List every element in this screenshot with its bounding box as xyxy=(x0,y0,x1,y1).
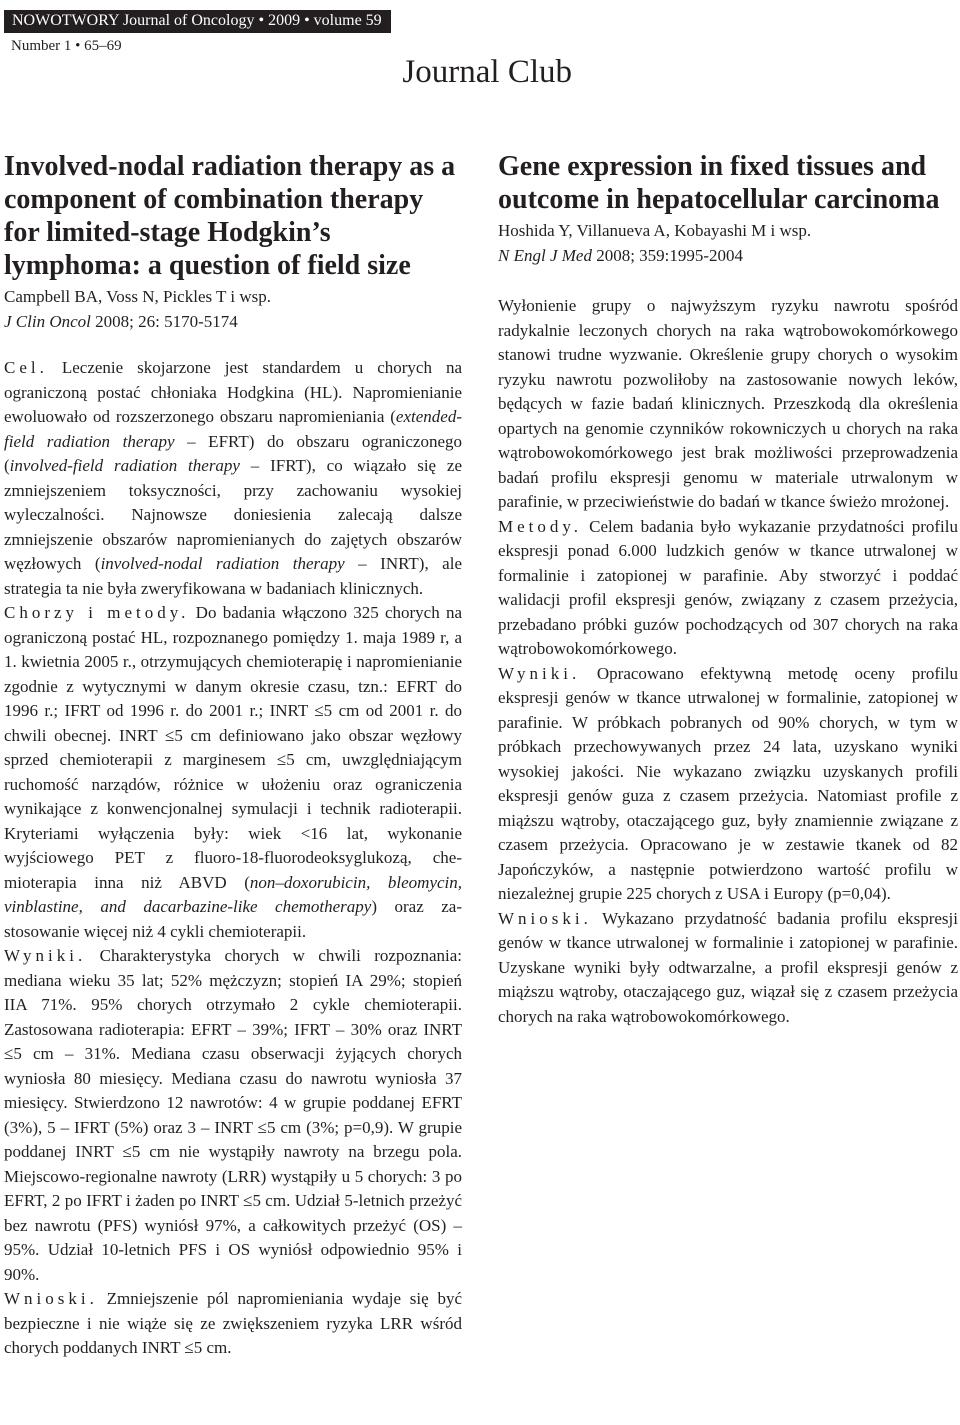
abstract xyxy=(498,294,958,1029)
body-text: Zmniejszenie pól napromieniania wydaje się być bezpieczne i nie wiąże się ze zwiększeniem ryzyka LRR wśród chorych poddanych INRT ≤5 cm. xyxy=(4,1289,462,1357)
section-label: Wyniki. xyxy=(498,663,581,683)
italic-term: involved-nodal radiation therapy xyxy=(100,554,345,573)
italic-term: involved-field radiation therapy xyxy=(9,456,240,475)
abstract-paragraph xyxy=(498,662,958,907)
journal-reference: 2008; 359:1995-2004 xyxy=(591,246,744,265)
journal-name: N Engl J Med xyxy=(498,246,592,265)
article-authors: Campbell BA, Voss N, Pickles T i wsp. xyxy=(4,287,271,306)
body-text: Do badania włączono 325 chorych na ograniczoną postać HL, rozpoznanego pomiędzy 1. maja 1989 r, a 1. kwietnia 2005 r., otrzymujących chemioterapię i napromienianie zgodnie z wytycznymi w danym okresie czasu, tzn.: EFRT do 1996 r.; IFRT od 1996 r. do 2001 r.; INRT ≤5 cm od 2001 r. do chwili obecnej. INRT ≤5 cm definiowano jako obszar węzłowy sprzed chemioterapii z marginesem ≤5 cm, uwzględniającym ruchomość narządów, różnice w ułożeniu oraz ograniczenia wynikające z konwencjonalnej symulacji i technik radioterapii. Kryteriami wyłączenia były: wiek <16 lat, wykonanie wyjściowego PET z fluoro-18-fluorodeoksyglukozą, chemioterapia inna niż ABVD ( xyxy=(4,603,463,892)
journal-reference: 2008; 26: 5170-5174 xyxy=(90,312,238,331)
body-text: – EFRT) do obszaru ograniczonego ( xyxy=(4,431,462,475)
body-text: – IFRT), co wiązało się ze zmniejszeniem toksyczności, przy zachowaniu wysokiej wyleczalności. Najnowsze doniesienia zalecają dalsze zmniejszenie obszarów napromienianych do zajętych obszarów węzłowych ( xyxy=(4,456,462,573)
abstract-paragraph xyxy=(498,907,958,1030)
section-title: Journal Club xyxy=(402,54,572,90)
section-label: Metody. xyxy=(498,516,583,536)
body-text: Wyłonienie grupy o najwyższym ryzyku nawrotu spośród radykalnie leczonych chorych na raka wątrobowokomórkowego stanowi trudne wyzwanie. Określenie grupy chorych o wysokim ryzyku nawrotu pozwoliłoby na zastosowanie nowych leków, będących w fazie badań klinicznych. Przeszkodą dla określenia opartych na genomie czynników rokowniczych u chorych na raka wątrobowokomórkowego jest brak możliwości przeprowadzenia badań profilu ekspresji genomu w materiale utrwalonym w parafinie, w przeciwieństwie do badań w tkance świeżo mrożonej. xyxy=(498,296,958,511)
article-authors: Hoshida Y, Villanueva A, Kobayashi M i wsp. xyxy=(498,221,812,240)
article-right xyxy=(498,150,958,1029)
abstract xyxy=(4,356,462,1361)
section-label: Cel. xyxy=(4,358,48,377)
abstract-paragraph xyxy=(498,294,958,515)
body-text: Wykazano przydatność badania profilu ekspresji genów w tkance utrwalonej w formalinie i zatopionej w parafinie. Uzyskane wyniki były odtwarzalne, a profil ekspresji genów z miąższu wątroby, otaczającego guz, wiązał się z czasem przeżycia chorych na raka wątrobowokomórkowego. xyxy=(498,908,958,1026)
section-label: Wyniki. xyxy=(4,946,87,965)
body-text: Opracowano efektywną metodę oceny profilu ekspresji genów w tkance utrwalonej w formalinie, zatopionej w parafinie. W próbkach pobranych od 90% chorych, w tym w próbkach przechowywanych przez 24 lata, uzyskano wyniki wysokiej jakości. Nie wykazano związku uzyskanych profili ekspresji genów guza z czasem przeżycia. Natomiast profile z miąższu wątroby, otaczającego guz, były znamiennie związane z czasem przeżycia. Opracowano je w zestawie tkanek od 82 Japończyków, a następnie potwierdzono wartość profilu w niezależnej grupie 225 chorych z USA i Europy (p=0,04). xyxy=(498,663,958,903)
section-label: Wnioski. xyxy=(498,908,592,928)
body-text: Charakterystyka chorych w chwili rozpoznania: mediana wieku 35 lat; 52% mężczyzn; stopień IA 29%; stopień IIA 71%. 95% chorych otrzymało 2 cykle chemioterapii. Zastosowana radioterapia: EFRT – 39%; IFRT – 30% oraz INRT ≤5 cm – 31%. Mediana czasu obserwacji żyjących chorych wyniosła 80 miesięcy. Mediana czasu do nawrotu wyniosła 37 miesięcy. Stwierdzono 12 nawrotów: 4 w grupie poddanej EFRT (3%), 5 – IFRT (5%) oraz 3 – INRT ≤5 cm (3%; p=0,9). W grupie poddanej INRT ≤5 cm nie wystąpiły nawroty na brzegu pola. Miejscowo-regionalne nawroty (LRR) wystąpiły u 5 chorych: 3 po EFRT, 2 po IFRT i żaden po INRT ≤5 cm. Udział 5-letnich przeżyć bez nawrotu (PFS) wyniósł 97%, a całkowitych przeżyć (OS) – 95%. Udział 10-letnich PFS i OS wyniósł odpowiednio 95% i 90%. xyxy=(4,946,462,1284)
italic-term: extended-field radiation therapy xyxy=(4,407,462,451)
abstract-paragraph xyxy=(4,944,462,1287)
body-text: ) oraz zastosowanie więcej niż 4 cykli chemioterapii. xyxy=(4,897,462,941)
article-left xyxy=(4,150,462,1361)
abstract-paragraph xyxy=(4,601,462,944)
article-citation xyxy=(498,243,958,268)
body-text: Leczenie skojarzone jest standardem u chorych na ograniczoną postać chłoniaka Hodgkina (HL). Napromienianie ewoluowało od rozszerzonego obszaru napromieniania ( xyxy=(4,358,462,426)
journal-name: J Clin Oncol xyxy=(4,312,91,331)
article-title: Involved-nodal radiation therapy as a component of combination therapy for limited-stage Hodgkin’s lymphoma: a question of field size xyxy=(4,151,456,281)
abstract-paragraph xyxy=(498,515,958,662)
italic-term: non–doxorubicin, bleomycin, vinblastine, and dacarbazine-like chemotherapy xyxy=(4,872,463,916)
section-label: Chorzy i metody. xyxy=(4,603,190,622)
article-title: Gene expression in fixed tissues and outcome in hepatocellular carcinoma xyxy=(498,151,940,215)
section-label: Wnioski. xyxy=(4,1289,98,1308)
issue-info: Number 1 • 65–69 xyxy=(11,38,122,54)
body-text: – INRT), ale strategia ta nie była zweryfikowana w badaniach klinicznych. xyxy=(4,554,462,598)
article-citation xyxy=(4,309,462,334)
abstract-paragraph xyxy=(4,1287,462,1361)
body-text: Celem badania było wykazanie przydatności profilu ekspresji ponad 6.000 ludzkich genów w tkance utrwalonej w formalinie i zatopionej w parafinie. Aby stworzyć i poddać walidacji profil ekspresji genów, związany z czasem przeżycia, przebadano próbki guzów pochodzących od 307 chorych na raka wątrobowokomórkowego. xyxy=(498,516,958,658)
abstract-paragraph xyxy=(4,356,462,601)
journal-header-badge: NOWOTWORY Journal of Oncology • 2009 • volume 59 xyxy=(4,10,391,33)
